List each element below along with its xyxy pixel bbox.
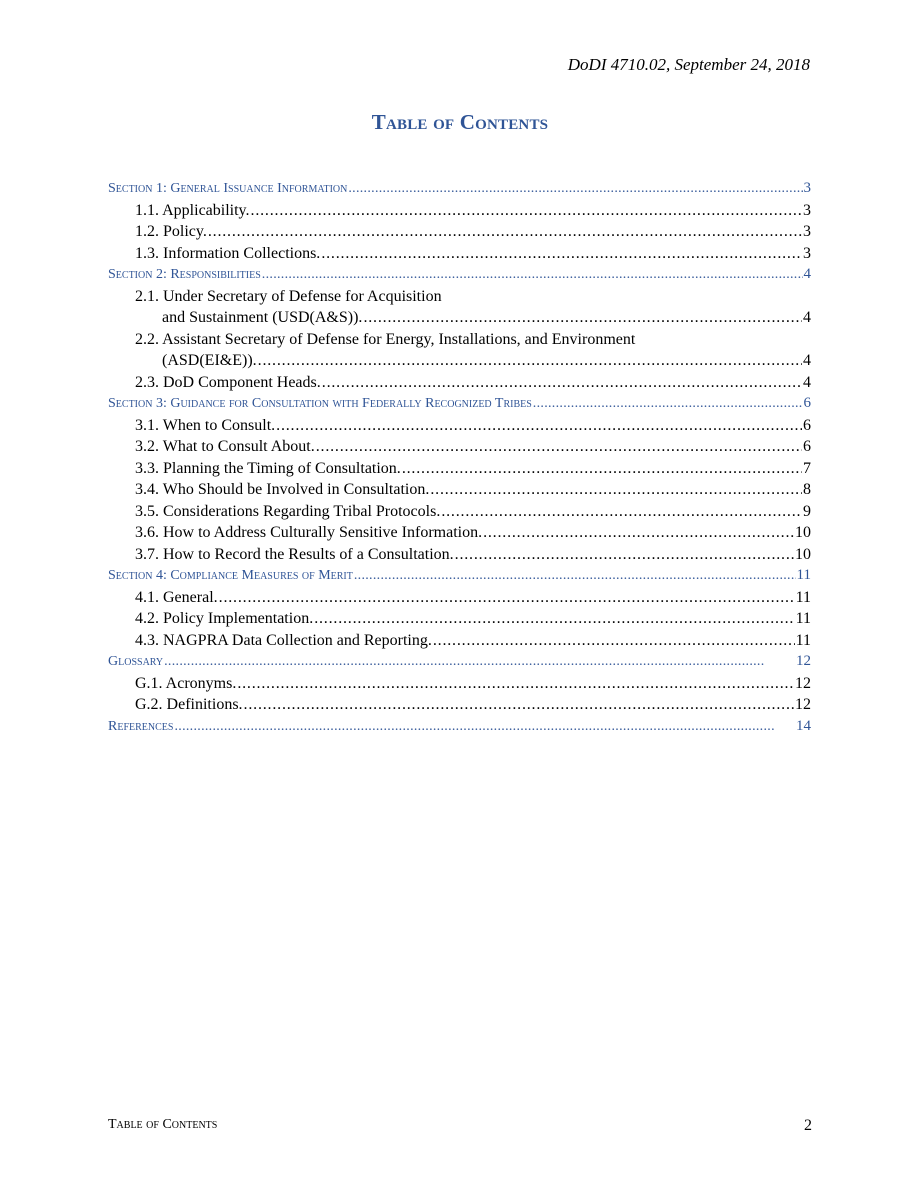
toc-entry-text: Section 1: General Issuance Information — [108, 181, 348, 196]
toc-entry-2-2-line-1[interactable] — [108, 329, 811, 351]
toc-entry-text: 3.5. Considerations Regarding Tribal Protocols. — [135, 502, 441, 520]
toc-entry-4-2[interactable] — [108, 608, 811, 630]
dot-leader — [251, 200, 802, 222]
toc-entry-page: 6 — [803, 416, 811, 434]
toc-entry-text: Section 4: Compliance Measures of Merit — [108, 568, 353, 583]
toc-entry-2-2-line-2[interactable] — [108, 350, 811, 372]
dot-leader — [276, 415, 802, 437]
toc-entry-1-2[interactable] — [108, 221, 811, 243]
dot-leader — [262, 264, 803, 286]
toc-entry-section-1[interactable] — [108, 178, 811, 200]
dot-leader — [402, 458, 802, 480]
toc-entry-page: 6 — [803, 438, 811, 455]
dot-leader — [363, 307, 802, 329]
toc-entry-3-6[interactable] — [108, 522, 811, 544]
dot-leader — [316, 436, 802, 458]
table-of-contents — [108, 178, 811, 737]
toc-entry-text: G.1. Acronyms. — [135, 674, 237, 692]
toc-entry-page: 3 — [803, 180, 811, 196]
dot-leader — [348, 178, 802, 200]
toc-entry-references[interactable] — [108, 716, 811, 738]
toc-entry-page: 6 — [803, 395, 811, 411]
toc-entry-text: 4.2. Policy Implementation. — [135, 610, 314, 627]
toc-entry-page: 11 — [795, 631, 811, 649]
toc-entry-page: 12 — [795, 696, 811, 713]
toc-entry-text: 4.3. NAGPRA Data Collection and Reporting. — [135, 631, 432, 649]
toc-entry-text: Glossary — [108, 654, 164, 669]
toc-entry-page: 9 — [803, 502, 811, 520]
toc-entry-page: 11 — [795, 588, 811, 606]
toc-entry-page: 4 — [803, 352, 811, 369]
toc-entry-page: 14 — [796, 717, 811, 734]
toc-entry-page: 8 — [803, 481, 811, 498]
dot-leader — [430, 479, 802, 501]
toc-entry-text: Section 2: Responsibilities — [108, 267, 261, 282]
toc-entry-2-1-line-2[interactable] — [108, 307, 811, 329]
footer-page-number: 2 — [804, 1117, 812, 1134]
page-title: Table of Contents — [371, 110, 549, 134]
dot-leader — [258, 350, 802, 372]
dot-leader — [354, 565, 796, 587]
toc-entry-page: 11 — [795, 610, 811, 627]
toc-entry-3-4[interactable] — [108, 479, 811, 501]
toc-entry-page: 3 — [803, 244, 811, 262]
dot-leader — [433, 630, 795, 652]
toc-entry-text: 1.2. Policy. — [135, 223, 207, 240]
dot-leader — [164, 651, 795, 673]
toc-entry-glossary[interactable] — [108, 651, 811, 673]
toc-entry-4-3[interactable] — [108, 630, 811, 652]
toc-entry-page: 3 — [803, 223, 811, 240]
dot-leader — [314, 608, 794, 630]
toc-entry-page: 7 — [803, 459, 811, 477]
toc-entry-3-2[interactable] — [108, 436, 811, 458]
toc-entry-1-1[interactable] — [108, 200, 811, 222]
toc-entry-page: 4 — [803, 373, 811, 391]
toc-entry-text: 3.7. How to Record the Results of a Consultation. — [135, 545, 454, 563]
toc-entry-section-3[interactable] — [108, 393, 811, 415]
toc-entry-text: 1.3. Information Collections. — [135, 244, 321, 262]
dot-leader — [237, 673, 794, 695]
dot-leader — [208, 221, 802, 243]
dot-leader — [219, 587, 795, 609]
toc-entry-text: 3.1. When to Consult. — [135, 416, 276, 434]
toc-entry-text: 1.1. Applicability. — [135, 201, 250, 219]
footer-section-name: Table of Contents — [108, 1117, 218, 1132]
toc-entry-4-1[interactable] — [108, 587, 811, 609]
toc-entry-text: 2.3. DoD Component Heads. — [135, 373, 321, 391]
toc-entry-text: 2.2. Assistant Secretary of Defense for Energy, Installations, and Environment — [135, 330, 636, 348]
toc-entry-text: References — [108, 718, 174, 734]
toc-entry-text: (ASD(EI&E)). — [162, 352, 257, 369]
toc-entry-page: 12 — [795, 674, 811, 692]
toc-entry-page: 3 — [803, 201, 811, 219]
toc-entry-text: 3.6. How to Address Culturally Sensitive Information. — [135, 524, 483, 541]
running-header: DoDI 4710.02, September 24, 2018 — [567, 55, 810, 74]
toc-entry-section-2[interactable] — [108, 264, 811, 286]
dot-leader — [244, 694, 794, 716]
toc-entry-page: 4 — [803, 309, 811, 326]
dot-leader — [483, 522, 794, 544]
dot-leader — [174, 716, 795, 738]
dot-leader — [321, 243, 802, 265]
toc-entry-page: 4 — [803, 266, 811, 282]
toc-entry-text: 3.2. What to Consult About. — [135, 438, 315, 455]
toc-entry-3-7[interactable] — [108, 544, 811, 566]
toc-entry-text: 4.1. General. — [135, 588, 218, 606]
toc-entry-1-3[interactable] — [108, 243, 811, 265]
dot-leader — [455, 544, 794, 566]
toc-entry-section-4[interactable] — [108, 565, 811, 587]
toc-entry-text: 2.1. Under Secretary of Defense for Acquisition — [135, 287, 442, 305]
toc-entry-page: 10 — [795, 524, 811, 541]
toc-entry-3-1[interactable] — [108, 415, 811, 437]
toc-entry-text: 3.3. Planning the Timing of Consultation. — [135, 459, 401, 477]
toc-entry-g-2[interactable] — [108, 694, 811, 716]
dot-leader — [322, 372, 802, 394]
toc-entry-3-3[interactable] — [108, 458, 811, 480]
dot-leader — [441, 501, 802, 523]
toc-entry-text: and Sustainment (USD(A&S)). — [162, 309, 363, 326]
toc-entry-page: 10 — [795, 545, 811, 563]
toc-entry-text: Section 3: Guidance for Consultation with Federally Recognized Tribes — [108, 396, 532, 411]
toc-entry-2-3[interactable] — [108, 372, 811, 394]
toc-entry-page: 11 — [796, 567, 811, 583]
toc-entry-text: G.2. Definitions. — [135, 696, 243, 713]
toc-entry-3-5[interactable] — [108, 501, 811, 523]
toc-entry-page: 12 — [796, 653, 811, 669]
toc-entry-text: 3.4. Who Should be Involved in Consultation. — [135, 481, 430, 498]
toc-entry-g-1[interactable] — [108, 673, 811, 695]
dot-leader — [533, 393, 803, 415]
toc-entry-2-1-line-1[interactable] — [108, 286, 811, 308]
